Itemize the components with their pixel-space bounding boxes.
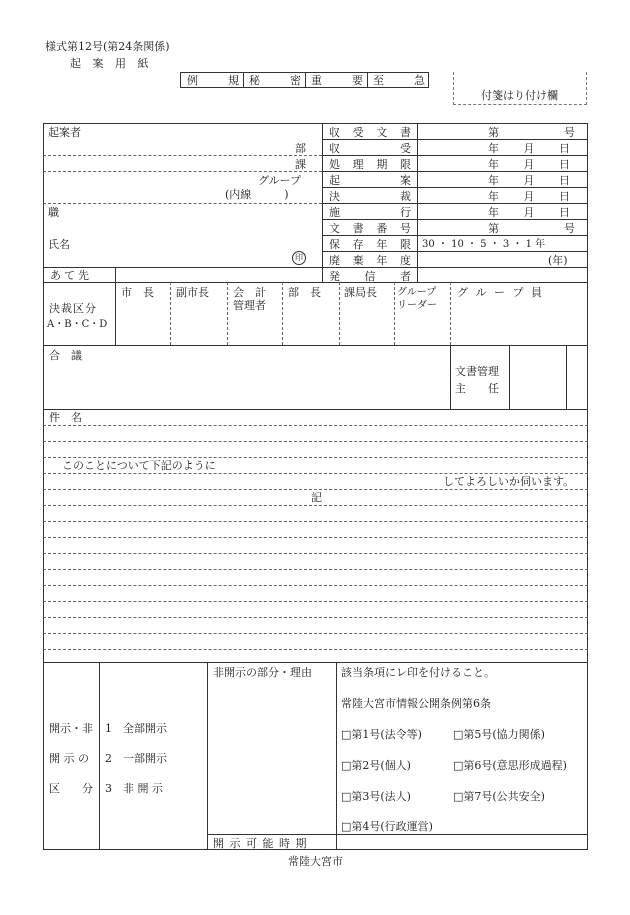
approver-group-members[interactable]: グ ル ー プ 員 bbox=[457, 286, 544, 299]
disclosure-instruction: 該当条項にレ印を付けること。 bbox=[341, 666, 495, 679]
record-label: 発 信 者 bbox=[329, 270, 411, 283]
check-clause-2[interactable]: □第2号(個人) bbox=[341, 759, 411, 772]
check-clause-1[interactable]: □第1号(法令等) bbox=[341, 728, 422, 741]
sticky-note-label: 付箋はり付け欄 bbox=[481, 89, 558, 102]
disclosure-option-full[interactable]: 1 全部開示 bbox=[105, 722, 167, 735]
approver-director[interactable]: 部 長 bbox=[288, 286, 321, 299]
record-value: 号 bbox=[564, 126, 575, 139]
record-label: 収 受 bbox=[329, 142, 411, 155]
dept-label: 部 bbox=[295, 142, 306, 155]
record-value: 年 月 日 bbox=[488, 206, 570, 219]
subject-label: 件 名 bbox=[49, 411, 82, 424]
doc-manager-label: 文書管理 主 任 bbox=[455, 365, 499, 395]
form-number: 様式第12号(第24条関係) bbox=[45, 40, 170, 53]
disclosure-period-label: 開 示 可 能 時 期 bbox=[213, 837, 308, 850]
disclosure-ordinance: 常陸大宮市情報公開条例第6条 bbox=[341, 697, 491, 710]
section-label: 課 bbox=[295, 158, 306, 171]
approver-vice-mayor[interactable]: 副市長 bbox=[176, 286, 209, 299]
check-clause-4[interactable]: □第4号(行政運営) bbox=[341, 820, 433, 833]
record-value: 年 月 日 bbox=[488, 158, 570, 171]
check-clause-5[interactable]: □第5号(協力関係) bbox=[453, 728, 545, 741]
consult-label: 合 議 bbox=[49, 349, 82, 362]
group-label: グループ bbox=[258, 174, 302, 187]
disclosure-label-3: 区 分 bbox=[49, 782, 93, 795]
form-title: 起 案 用 紙 bbox=[70, 57, 153, 70]
record-label: 処 理 期 限 bbox=[329, 158, 411, 171]
classification-stamps bbox=[180, 72, 429, 88]
stamp-himitsu[interactable]: 秘 密 bbox=[249, 74, 301, 87]
disclosure-label-1: 開示・非 bbox=[49, 722, 93, 735]
stamp-shikyu[interactable]: 至 急 bbox=[373, 74, 425, 87]
approver-section-chief[interactable]: 課局長 bbox=[344, 286, 377, 299]
record-value: (年) bbox=[548, 254, 568, 267]
record-value: 号 bbox=[564, 222, 575, 235]
record-label: 施 行 bbox=[329, 206, 411, 219]
check-clause-6[interactable]: □第6号(意思形成過程) bbox=[453, 759, 567, 772]
disclosure-option-none[interactable]: 3 非 開 示 bbox=[105, 782, 163, 795]
seal-mark: 印 bbox=[292, 251, 306, 265]
record-value: 第 bbox=[488, 126, 499, 139]
record-label: 保 存 年 限 bbox=[329, 238, 411, 251]
approval-label: 決裁区分 bbox=[49, 302, 97, 315]
record-value: 年 月 日 bbox=[488, 142, 570, 155]
approval-codes: A・B・C・D bbox=[47, 319, 108, 330]
record-label: 起 案 bbox=[329, 174, 411, 187]
to-label: あて先 bbox=[50, 269, 92, 282]
check-clause-7[interactable]: □第7号(公共安全) bbox=[453, 790, 545, 803]
nondisclosure-reason-label: 非開示の部分・理由 bbox=[213, 666, 312, 679]
subject-note: 記 bbox=[311, 491, 322, 504]
extension-field[interactable]: (内線 ) bbox=[225, 188, 289, 201]
disclosure-label-2: 開 示 の bbox=[49, 752, 89, 765]
record-label: 文 書 番 号 bbox=[329, 222, 411, 235]
approver-accounting[interactable]: 会 計 管理者 bbox=[233, 286, 266, 312]
stamp-reiki[interactable]: 例 規 bbox=[187, 74, 239, 87]
city-name: 常陸大宮市 bbox=[288, 855, 343, 868]
record-label: 収 受 文 書 bbox=[329, 126, 411, 139]
check-clause-3[interactable]: □第3号(法人) bbox=[341, 790, 411, 803]
subject-intro: このことについて下記のように bbox=[62, 459, 216, 472]
record-value: 年 月 日 bbox=[488, 190, 570, 203]
name-label: 氏名 bbox=[48, 238, 70, 251]
approver-mayor[interactable]: 市 長 bbox=[121, 286, 154, 299]
record-label: 決 裁 bbox=[329, 190, 411, 203]
record-value: 第 bbox=[488, 222, 499, 235]
subject-closing: してよろしいか伺います。 bbox=[443, 475, 575, 488]
record-value: 年 月 日 bbox=[488, 174, 570, 187]
drafter-label: 起案者 bbox=[48, 126, 81, 139]
position-label: 職 bbox=[48, 206, 59, 219]
approver-group-leader[interactable]: グループ リーダー bbox=[397, 287, 437, 311]
stamp-juyo[interactable]: 重 要 bbox=[311, 74, 363, 87]
retention-value: 30 ・ 10 ・ 5 ・ 3 ・ 1 年 bbox=[422, 239, 546, 250]
record-label: 廃 棄 年 度 bbox=[329, 254, 411, 267]
disclosure-option-partial[interactable]: 2 一部開示 bbox=[105, 752, 167, 765]
